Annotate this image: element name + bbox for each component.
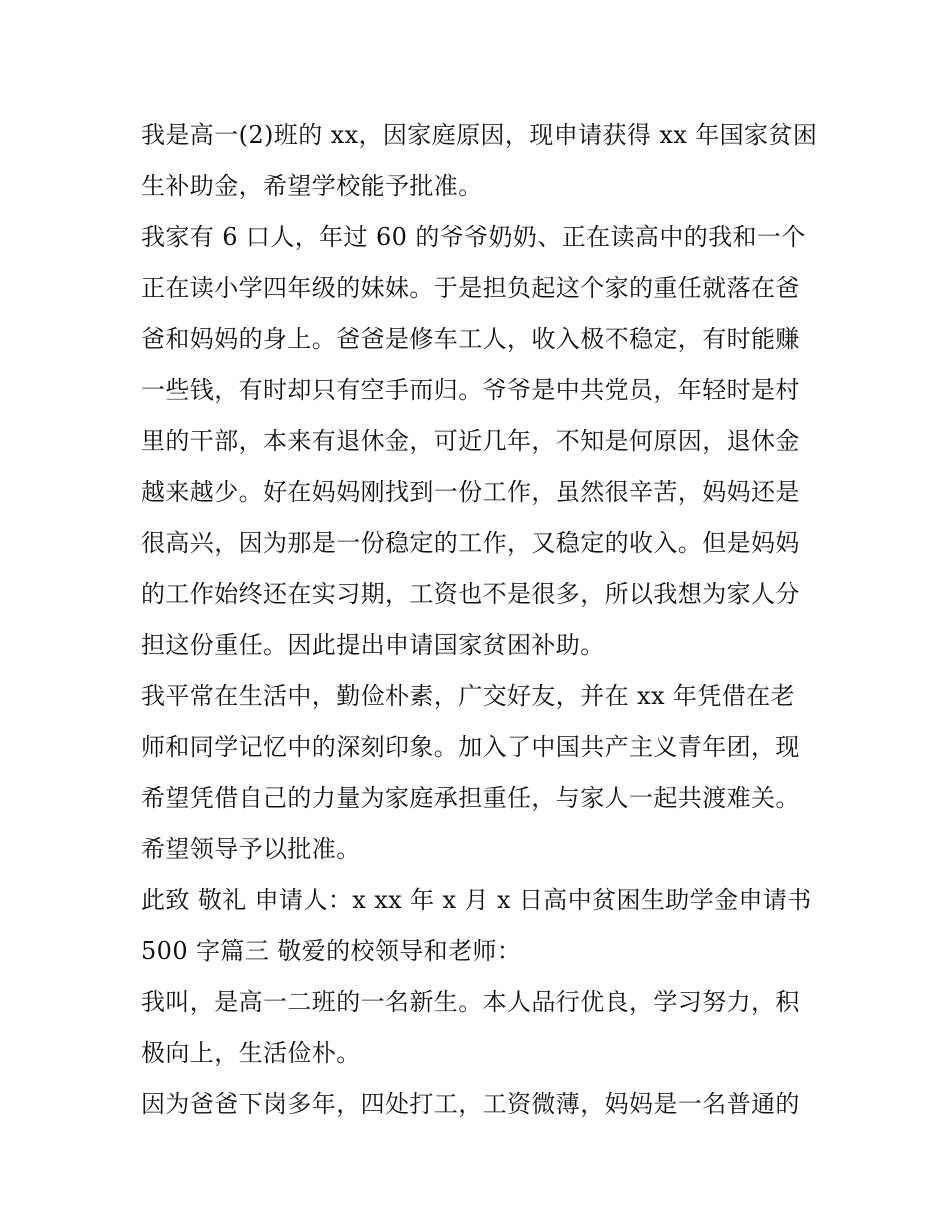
- text-line: 里的干部，本来有退休金，可近几年，不知是何原因，退休金: [141, 427, 800, 455]
- text-line: 我家有 6 口人，年过 60 的爷爷奶奶、正在读高中的我和一个: [141, 223, 806, 251]
- text-line: 极向上，生活俭朴。: [141, 1039, 361, 1067]
- text-line: 担这份重任。因此提出申请国家贫困补助。: [141, 631, 605, 659]
- text-line: 一些钱，有时却只有空手而归。爷爷是中共党员，年轻时是村: [141, 376, 800, 404]
- text-line: 希望凭借自己的力量为家庭承担重任，与家人一起共渡难关。: [141, 784, 800, 812]
- text-line: 师和同学记忆中的深刻印象。加入了中国共产主义青年团，现: [141, 733, 800, 761]
- document-body: [141, 110, 816, 1130]
- text-line: 的工作始终还在实习期，工资也不是很多，所以我想为家人分: [141, 580, 800, 608]
- text-line: 我是高一(2)班的 xx，因家庭原因，现申请获得 xx 年国家贫困: [141, 121, 818, 149]
- text-line: 爸和妈妈的身上。爸爸是修车工人，收入极不稳定，有时能赚: [141, 325, 800, 353]
- text-line: 此致 敬礼 申请人：x xx 年 x 月 x 日高中贫困生助学金申请书: [141, 886, 812, 914]
- text-line: 我平常在生活中，勤俭朴素，广交好友，并在 xx 年凭借在老: [141, 682, 795, 710]
- text-line: 500 字篇三 敬爱的校领导和老师：: [141, 937, 522, 965]
- text-line: 正在读小学四年级的妹妹。于是担负起这个家的重任就落在爸: [141, 274, 800, 302]
- text-line: 希望领导予以批准。: [141, 835, 361, 863]
- text-line: 越来越少。好在妈妈刚找到一份工作，虽然很辛苦，妈妈还是: [141, 478, 800, 506]
- text-line: 很高兴，因为那是一份稳定的工作，又稳定的收入。但是妈妈: [141, 529, 800, 557]
- text-line: 生补助金，希望学校能予批准。: [141, 172, 483, 200]
- text-line: 因为爸爸下岗多年，四处打工，工资微薄，妈妈是一名普通的: [141, 1090, 800, 1118]
- text-line: 我叫，是高一二班的一名新生。本人品行优良，学习努力，积: [141, 988, 800, 1016]
